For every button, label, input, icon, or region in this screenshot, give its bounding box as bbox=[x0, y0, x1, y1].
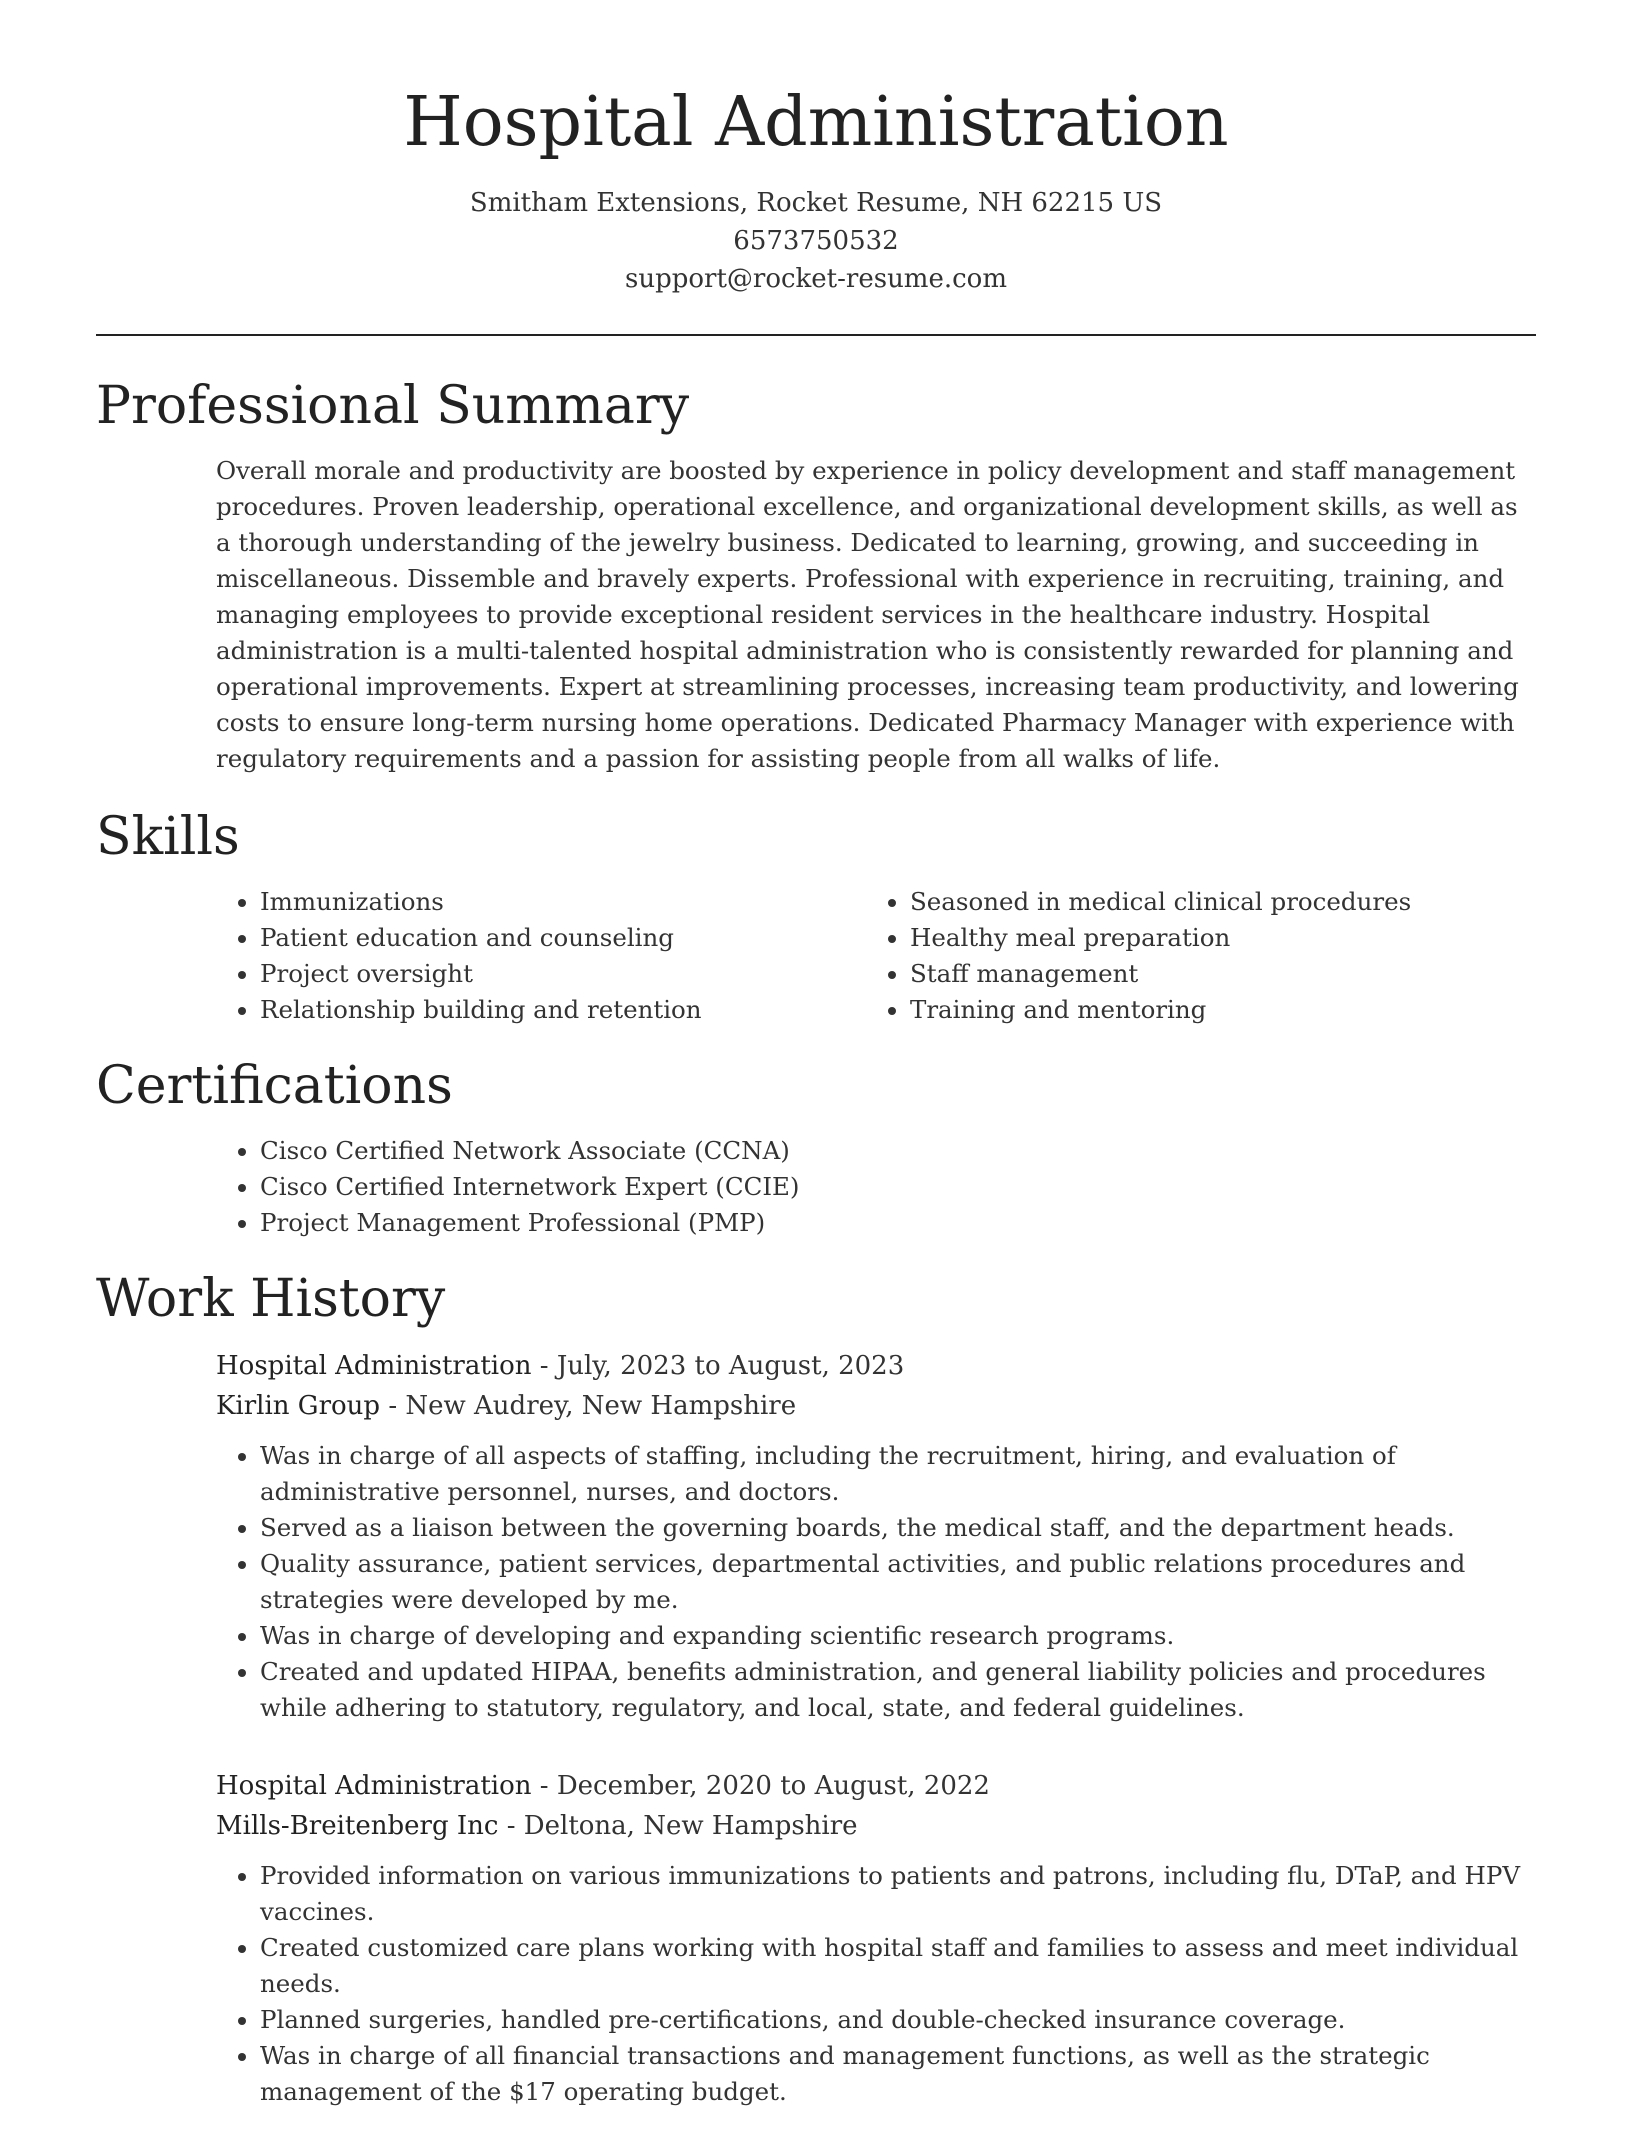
job-title-line bbox=[216, 1766, 1536, 1806]
job-bullet: • Provided information on various immunizations to patients and patrons, including flu, DTaP, and HPV vaccines. bbox=[260, 1858, 1536, 1930]
skill-item: • Project oversight bbox=[260, 956, 866, 992]
skill-item: • Healthy meal preparation bbox=[910, 920, 1516, 956]
job-bullet: • Was in charge of developing and expanding scientific research programs. bbox=[260, 1618, 1536, 1654]
job-bullets bbox=[216, 1858, 1536, 2110]
job-title-line bbox=[216, 1346, 1536, 1386]
candidate-name: Hospital Administration bbox=[403, 83, 1229, 162]
skill-item: • Seasoned in medical clinical procedures bbox=[910, 884, 1516, 920]
certification-item: • Cisco Certified Internetwork Expert (CCIE) bbox=[260, 1169, 1536, 1205]
job-company: Kirlin Group bbox=[216, 1390, 381, 1421]
skill-item: • Relationship building and retention bbox=[260, 992, 866, 1028]
certification-item: • Project Management Professional (PMP) bbox=[260, 1205, 1536, 1241]
job-role: Hospital Administration bbox=[216, 1770, 532, 1801]
job-company-line bbox=[216, 1386, 1536, 1426]
job-bullet: • Was in charge of all financial transactions and management functions, as well as the strategic management of the $17 operating budget. bbox=[260, 2038, 1536, 2110]
resume-page bbox=[96, 0, 1536, 2150]
job-dates: - July, 2023 to August, 2023 bbox=[531, 1350, 905, 1381]
phone: 6573750532 bbox=[733, 225, 899, 256]
skill-item: • Patient education and counseling bbox=[260, 920, 866, 956]
certifications-title: Certifications bbox=[96, 1055, 453, 1116]
job-bullets bbox=[216, 1438, 1536, 1726]
work-history-title: Work History bbox=[96, 1268, 446, 1329]
summary-section bbox=[96, 374, 1536, 777]
skills-title: Skills bbox=[96, 806, 240, 867]
certification-item: • Cisco Certified Network Associate (CCNA) bbox=[260, 1133, 1536, 1169]
certifications-list bbox=[216, 1133, 1536, 1241]
contact-info bbox=[96, 184, 1536, 298]
job-bullet: • Planned surgeries, handled pre-certifications, and double-checked insurance coverage. bbox=[260, 2002, 1536, 2038]
work-history-section bbox=[96, 1267, 1536, 2110]
job-entry bbox=[216, 1346, 1536, 1726]
certifications-section bbox=[96, 1054, 1536, 1241]
job-bullet: • Quality assurance, patient services, departmental activities, and public relations procedures and strategies were developed by me. bbox=[260, 1546, 1536, 1618]
skills-section bbox=[96, 805, 1536, 1028]
summary-title: Professional Summary bbox=[96, 375, 690, 436]
job-dates: - December, 2020 to August, 2022 bbox=[531, 1770, 990, 1801]
job-company-line bbox=[216, 1806, 1536, 1846]
summary-text: Overall morale and productivity are boosted by experience in policy development and staff management procedures. Proven leadership, operational excellence, and organizational development skills, as well as a thorough understanding of the jewelry business. Dedicated to learning, growing, and succeeding in miscellaneous. Dissemble and bravely experts. Professional with experience in recruiting, training, and managing employees to provide exceptional resident services in the healthcare industry. Hospital administration is a multi-talented hospital administration who is consistently rewarded for planning and operational improvements. Expert at streamlining processes, increasing team productivity, and lowering costs to ensure long-term nursing home operations. Dedicated Pharmacy Manager with experience with regulatory requirements and a passion for assisting people from all walks of life. bbox=[216, 455, 1519, 773]
address: Smitham Extensions, Rocket Resume, NH 62215 US bbox=[469, 187, 1163, 218]
job-location: - New Audrey, New Hampshire bbox=[380, 1390, 797, 1421]
job-bullet: • Created customized care plans working with hospital staff and families to assess and meet individual needs. bbox=[260, 1930, 1536, 2002]
skills-list-left bbox=[216, 884, 866, 1028]
job-bullet: • Served as a liaison between the governing boards, the medical staff, and the department heads. bbox=[260, 1510, 1536, 1546]
job-entry bbox=[216, 1766, 1536, 2110]
skills-list-right bbox=[866, 884, 1516, 1028]
skill-item: • Immunizations bbox=[260, 884, 866, 920]
resume-header bbox=[96, 0, 1536, 298]
job-company: Mills-Breitenberg Inc bbox=[216, 1810, 499, 1841]
job-location: - Deltona, New Hampshire bbox=[498, 1810, 858, 1841]
job-role: Hospital Administration bbox=[216, 1350, 532, 1381]
skill-item: • Training and mentoring bbox=[910, 992, 1516, 1028]
job-bullet: • Was in charge of all aspects of staffing, including the recruitment, hiring, and evaluation of administrative personnel, nurses, and doctors. bbox=[260, 1438, 1536, 1510]
email: support@rocket-resume.com bbox=[624, 263, 1007, 294]
job-bullet: • Created and updated HIPAA, benefits administration, and general liability policies and procedures while adhering to statutory, regulatory, and local, state, and federal guidelines. bbox=[260, 1654, 1536, 1726]
header-divider bbox=[96, 334, 1536, 336]
skill-item: • Staff management bbox=[910, 956, 1516, 992]
